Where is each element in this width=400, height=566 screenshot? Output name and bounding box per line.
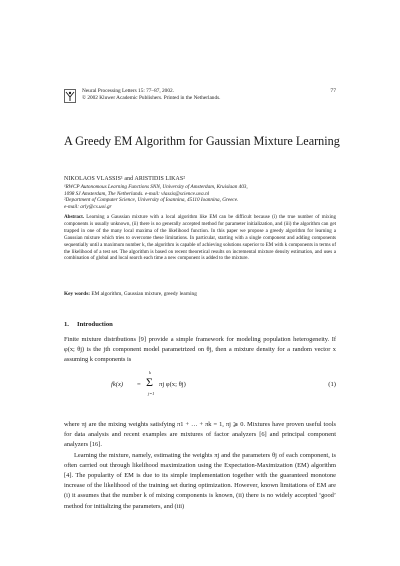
section-number: 1. bbox=[64, 321, 69, 328]
copyright-line: © 2002 Kluwer Academic Publishers. Printed in the Netherlands. bbox=[82, 95, 221, 101]
equation-rhs: πj φ(x; θj) bbox=[159, 381, 186, 388]
abstract-text: Learning a Gaussian mixture with a local algorithm like EM can be difficult because (i) the true number of mixing components is usually unknown, (ii) there is no generally accepted method for parameter initialization, and (iii) the algorithm can get trapped in one of the many local maxima of the likelihood function. In this paper we propose a greedy algorithm for learning a Gaussian mixture which tries to overcome these limitations. In particular, starting with a single component and adding components sequentially until a maximum number k, the algorithm is capable of achieving solutions superior to EM with k components in terms of the likelihood of a test set. The algorithm is based on recent theoretical results on incremental mixture density estimation, and uses a combination of global and local search each time a new component is added to the mixture. bbox=[64, 214, 336, 262]
affiliation-line: e-mail: arly@cs.uoi.gr bbox=[64, 203, 112, 210]
affiliation-line: 1098 SJ Amsterdam, The Netherlands. e-mail: vlassis@science.uva.nl bbox=[64, 190, 210, 197]
publisher-logo-icon bbox=[64, 89, 76, 103]
section-title: Introduction bbox=[77, 321, 113, 328]
body-paragraph bbox=[64, 451, 336, 512]
page-number: 77 bbox=[330, 88, 336, 94]
section-heading bbox=[64, 321, 113, 329]
author-list: NIKOLAOS VLASSIS¹ and ARISTIDIS LIKAS² bbox=[64, 176, 186, 182]
body-paragraph-text: Learning the mixture, namely, estimating the weights πj and the parameters θj of each component, is often carried out through likelihood maximization using the Expectation-Maximization (EM) algorithm [4]. The popularity of EM is due to its simple implementation together with the guaranteed monotone increase of the likelihood of the training set during optimization. However, known limitations of EM are (i) it assumes that the number k of mixing components is known, (ii) there is no widely accepted ‘good’ method for initializing the parameters, and (iii) bbox=[64, 451, 336, 510]
body-paragraph: Finite mixture distributions [9] provide a simple framework for modeling population heterogeneity. If φ(x; θj) is the jth component model parametrized on θj, then a mixture density for a random vector x assuming k components is bbox=[64, 336, 336, 364]
body-text-continued bbox=[64, 420, 336, 512]
sum-upper-limit: k bbox=[149, 370, 151, 375]
keywords-text: EM algorithm, Gaussian mixture, greedy learning bbox=[91, 291, 197, 297]
equation-lhs: fk(x) bbox=[111, 381, 124, 388]
paper-title: A Greedy EM Algorithm for Gaussian Mixture Learning bbox=[64, 134, 340, 148]
affiliation-line: ¹RWCP Autonomous Learning Functions SNN, University of Amsterdam, Kruislaan 403, bbox=[64, 184, 248, 190]
body-paragraph: where πj are the mixing weights satisfying π1 + … + πk = 1, πj ⩾ 0. Mixtures have proven useful tools for data analysis and recent examples are mixtures of factor analyzers [6] and principal component analyzers [16]. bbox=[64, 421, 336, 449]
equation-1 bbox=[64, 368, 336, 402]
summation-symbol: Σ bbox=[146, 375, 153, 389]
journal-citation: Neural Processing Letters 15: 77–87, 2002. bbox=[82, 88, 174, 94]
keywords bbox=[64, 291, 197, 298]
abstract bbox=[64, 214, 336, 262]
keywords-label: Key words: bbox=[64, 291, 91, 297]
abstract-label: Abstract. bbox=[64, 214, 85, 220]
affiliation-line: ²Department of Computer Science, University of Ioannina, 45110 Ioannina, Greece. bbox=[64, 197, 239, 203]
equation-number: (1) bbox=[328, 381, 336, 388]
equation-equals: = bbox=[137, 381, 141, 388]
sum-lower-limit: j=1 bbox=[148, 391, 155, 396]
